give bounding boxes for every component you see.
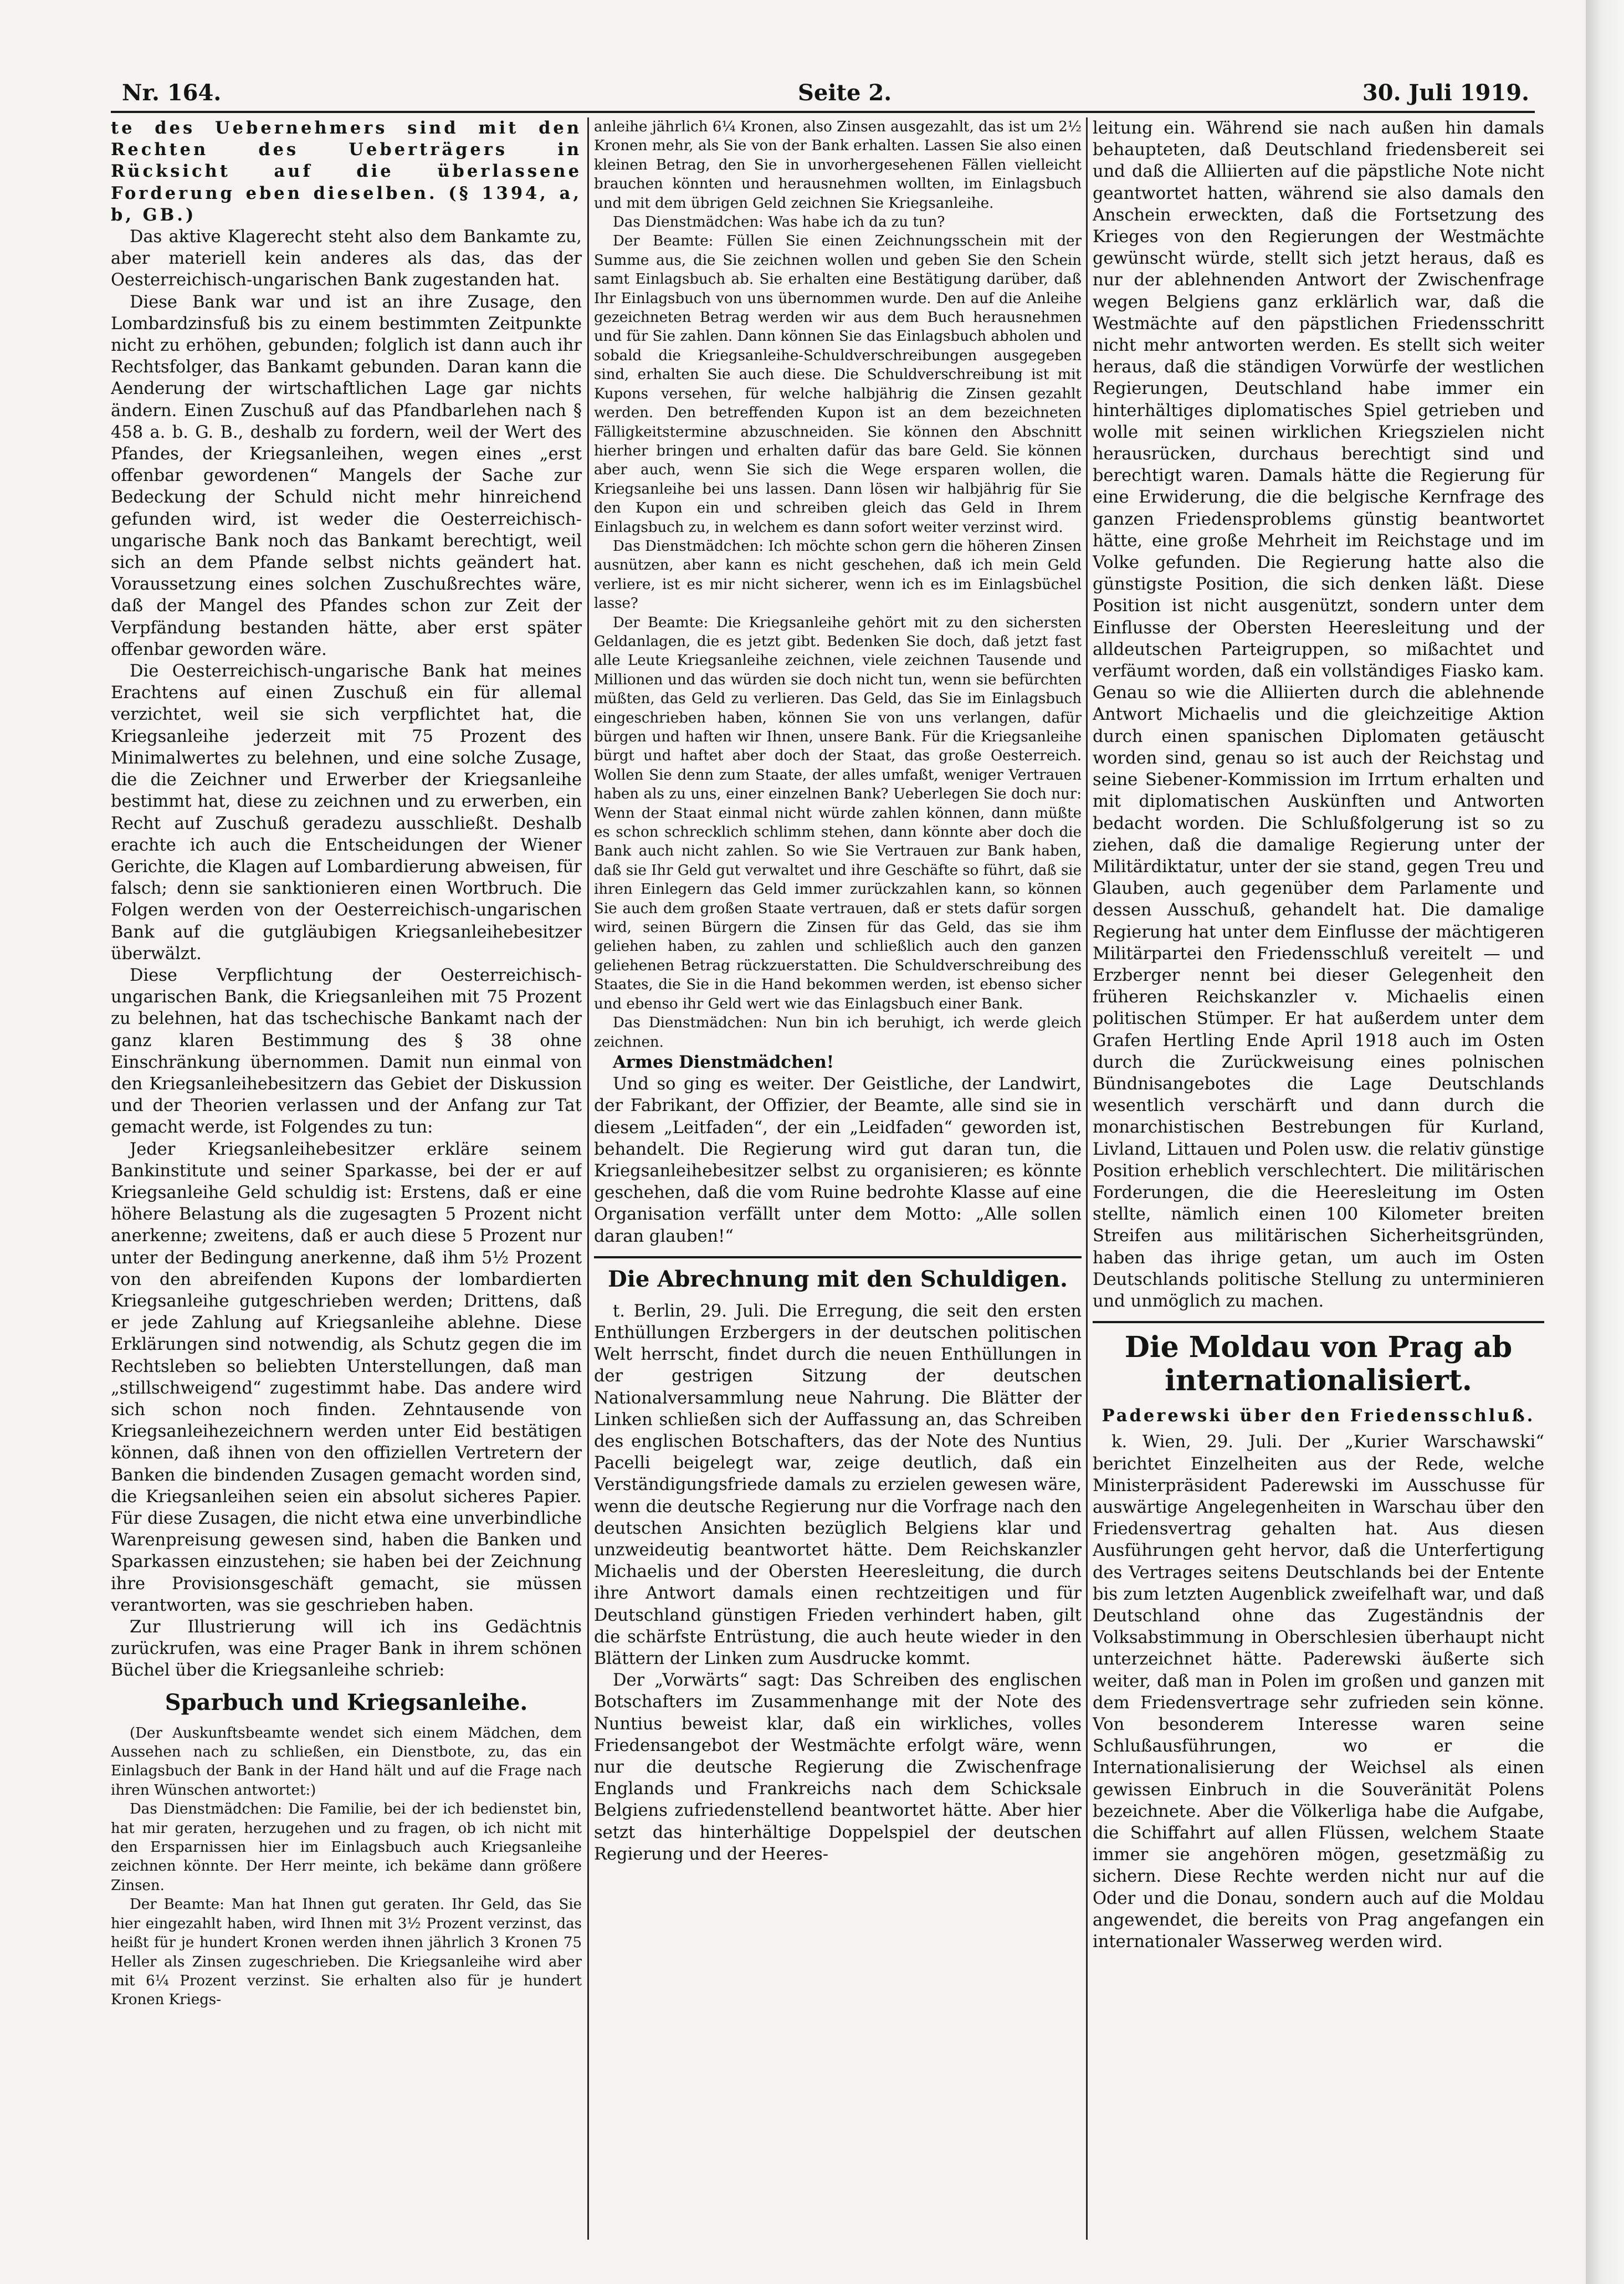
paragraph: (Der Auskunftsbeamte wendet sich einem Mädchen, dem Aussehen nach zu schließen, ein Dienstbote, zu, das ein Einlagsbuch der Bank in der Hand hält und auf die Frage nach ihren Wünschen antwortet:)	[111, 1724, 582, 1799]
column-1	[111, 117, 582, 2240]
paragraph: k. Wien, 29. Juli. Der „Kurier Warschawski“ berichtet Einzelheiten aus der Rede, welche Ministerpräsident Paderewski im Ausschusse für auswärtige Angelegenheiten in Warschau über den Friedensvertrag gehalten hat. Aus diesen Ausführungen geht hervor, daß die Unterfertigung des Vertrages seitens Deutschlands bei der Entente bis zum letzten Augenblick zweifelhaft war, und daß Deutschland ohne das Zugeständnis der Volksabstimmung in Oberschlesien überhaupt nicht unterzeichnet hätte. Paderewski äußerte sich weiter, daß man in Polen im großen und ganzen mit dem Friedensvertrage sehr zufrieden sein könne. Von besonderem Interesse waren seine Schlußausführungen, wo er die Internationalisierung der Weichsel als einen gewissen Einbruch in die Souveränität Polens bezeichnete. Aber die Völkerliga habe die Aufgabe, die Schiffahrt auf allen Flüssen, welchem Staate immer sie angehören mögen, gesetzmäßig zu sichern. Diese Rechte werden nicht nur auf die Oder und die Donau, sondern auch auf die Moldau angewendet, die bereits von Prag angefangen ein internationaler Wasserweg werden wird.	[1093, 1432, 1544, 1952]
article-subheading: Paderewski über den Friedensschluß.	[1102, 1406, 1535, 1426]
paragraph: t. Berlin, 29. Juli. Die Erregung, die seit den ersten Enthüllungen Erzbergers in der deutschen politischen Welt herrscht, findet durch die neuen Enthüllungen in der gestrigen Sitzung der deutschen Nationalversammlung neue Nahrung. Die Blätter der Linken schließen sich der Auffassung an, das Schreiben des englischen Botschafters, das der Note des Nuntius Pacelli beigelegt war, zeige deutlich, daß ein Verständigungsfriede damals zu erzielen gewesen wäre, wenn die deutsche Regierung nur die Vorfrage nach den deutschen Ansichten bezüglich Belgiens klar und unzweideutig beantwortet hätte. Dem Reichskanzler Michaelis und der Obersten Heeresleitung, die durch ihre Antwort damals einen rechtzeitigen und für Deutschland günstigen Frieden verhindert haben, gilt die schärfste Entrüstung, die auch heute wieder in den Blättern der Linken zum Ausdrucke kommt.	[594, 1301, 1082, 1668]
paragraph: Zur Illustrierung will ich ins Gedächtnis zurückrufen, was eine Prager Bank in ihrem schönen Büchel über die Kriegsanleihe schrieb:	[111, 1617, 582, 1681]
paragraph: Diese Verpflichtung der Oesterreichisch-ungarischen Bank, die Kriegsanleihen mit 75 Prozent zu belehnen, hat das tschechische Bankamt nach der ganz klaren Bestimmung des § 38 ohne Einschränkung übernommen. Damit nun einmal von den Kriegsanleihebesitzern das Gebiet der Diskussion und der Theorien verlassen und der Anfang zur Tat gemacht werde, ist Folgendes zu tun:	[111, 965, 582, 1138]
column-3	[1093, 117, 1544, 2240]
paragraph: te des Uebernehmers sind mit den Rechten des Ueberträgers in Rücksicht auf die überlassene Forderung eben dieselben. (§ 1394, a, b, GB.)	[111, 118, 582, 225]
paragraph: Der „Vorwärts“ sagt: Das Schreiben des englischen Botschafters im Zusammenhange mit der Note des Nuntius beweist klar, daß ein wirkliches, volles Friedensangebot der Westmächte erfolgt wäre, wenn nur die deutsche Regierung die Zwischenfrage Englands und Frankreichs nach dem Schicksale Belgiens zufriedenstellend beantwortet hätte. Aber hier setzt das hinterhältige Doppelspiel der deutschen Regierung und der Heeres-	[594, 1671, 1082, 1864]
paragraph: Der Beamte: Die Kriegsanleihe gehört mit zu den sichersten Geldanlagen, die es jetzt gibt. Bedenken Sie doch, daß jetzt fast alle Leute Kriegsanleihe zeichnen, viele zeichnen Tausende und Millionen und das würden sie doch nicht tun, wenn sie befürchten müßten, das Geld zu verlieren. Das Geld, das Sie im Einlagsbuch eingeschrieben haben, können Sie von uns verlangen, dafür bürgen und haften wir Ihnen, unsere Bank. Für die Kriegsanleihe bürgt und haftet aber doch der Staat, das große Oesterreich. Wollen Sie denn zum Staate, der alles umfaßt, weniger Vertrauen haben als zu uns, einer einzelnen Bank? Ueberlegen Sie doch nur: Wenn der Staat einmal nicht würde zahlen können, dann müßte es schon schrecklich schlimm stehen, dann könnte aber doch die Bank auch nicht zahlen. So wie Sie Vertrauen zur Bank haben, daß sie Ihr Geld gut verwaltet und ihre Geschäfte so führt, daß sie ihren Einlegern das Geld immer zurückzahlen kann, so können Sie auch dem großen Staate vertrauen, daß er stets dafür sorgen wird, seinen Bürgern die Zinsen für das Geld, das sie ihm geliehen haben, zu zahlen und schließlich auch den ganzen geliehenen Betrag rückzuerstatten. Die Schuldverschreibung des Staates, die Sie in die Hand bekommen werden, ist ebenso sicher und ebenso ihr Geld wert wie das Einlagsbuch einer Bank.	[594, 614, 1082, 1012]
paragraph: Das Dienstmädchen: Was habe ich da zu tun?	[613, 214, 945, 231]
paragraph: Das Dienstmädchen: Nun bin ich beruhigt, ich werde gleich zeichnen.	[594, 1015, 1082, 1051]
paragraph: leitung ein. Während sie nach außen hin damals behaupteten, daß Deutschland friedensbereit sei und daß die Alliierten auf die päpstliche Note nicht geantwortet hatten, während sie also damals den Anschein erweckten, daß die Fortsetzung des Krieges von den Regierungen der Westmächte gewünscht würde, stellt sich jetzt heraus, daß es nur der ablehnenden Antwort der Zwischenfrage wegen Belgiens ganz erklärlich war, daß die Westmächte auf den päpstlichen Friedensschritt nicht mehr antworten werden. Es stellt sich weiter heraus, daß die ständigen Vorwürfe der westlichen Regierungen, Deutschland habe immer ein hinterhältiges diplomatisches Spiel getrieben und wolle mit seinen wirklichen Kriegszielen nicht herausrücken, durchaus berechtigt sind und berechtigt waren. Damals hätte die Regierung für eine Erwiderung, die die belgische Kernfrage des ganzen Friedensproblems günstig beantwortet hätte, eine große Mehrheit im Reichstage und im Volke gefunden. Die Regierung hatte also die günstigste Position, die sich denken läßt. Diese Position ist nicht ausgenützt, sondern unter dem Einflusse der Obersten Heeresleitung und der alldeutschen Parteigruppen, so mißachtet und verfäumt worden, daß ein vollständiges Fiasko kam. Genau so wie die Alliierten durch die ablehnende Antwort Michaelis und die gleichzeitige Aktion durch einen spanischen Diplomaten getäuscht worden sind, genau so ist auch der Reichstag und seine Siebener-Kommission im Irrtum erhalten und mit diplomatischen Auskünften und Antworten bedacht worden. Die Schlußfolgerung ist so zu ziehen, daß die damalige Regierung unter der Militärdiktatur, unter der sie stand, gegen Treu und Glauben, auch gegenüber dem Parlamente und dessen Ausschuß, gehandelt hat. Die damalige Regierung hat unter dem Einflusse der mächtigeren Militärpartei den Friedensschluß vereitelt — und Erzberger nennt bei dieser Gelegenheit den früheren Reichskanzler v. Michaelis einen politischen Stümper. Er hat außerdem unter dem Grafen Hertling Ende April 1918 auch im Osten durch die Zurückweisung eines polnischen Bündnisangebotes die Lage Deutschlands wesentlich verschärft und dann durch die monarchistischen Bestrebungen für Kurland, Livland, Littauen und Polen usw. die relativ günstige Position erheblich verschlechtert. Die militärischen Forderungen, die die Heeresleitung im Osten stellte, nämlich einen 100 Kilometer breiten Streifen aus militärischen Sicherheitsgründen, haben das ihrige getan, um auch im Osten Deutschlands politische Stellung zu unterminieren und unmöglich zu machen.	[1093, 119, 1544, 1311]
section-divider	[1093, 1321, 1544, 1323]
paragraph: Und so ging es weiter. Der Geistliche, der Landwirt, der Fabrikant, der Offizier, der Beamte, alle sind sie in diesem „Leitfaden“, der ein „Leidfaden“ geworden ist, behandelt. Die Regierung wird gut daran tun, die Kriegsanleihebesitzer selbst zu organisieren; es könnte geschehen, daß die vom Ruine bedrohte Klasse auf eine Organisation verfällt unter dem Motto: „Alle sollen daran glauben!“	[594, 1074, 1082, 1246]
section-heading: Sparbuch und Kriegsanleihe.	[165, 1689, 528, 1715]
scan-edge	[1586, 0, 1624, 2284]
paragraph: Die Oesterreichisch-ungarische Bank hat meines Erachtens auf einen Zuschuß ein für allemal verzichtet, weil sie sich verpflichtet hat, die Kriegsanleihe jederzeit mit 75 Prozent des Minimalwertes zu belehnen, und eine solche Zusage, die die Zeichner und Erwerber der Kriegsanleihe bestimmt hat, diese zu zeichnen und zu erwerben, ein Recht auf Zuschuß geradezu ausschließt. Deshalb erachte ich auch die Entscheidungen der Wiener Gerichte, die Klagen auf Lombardierung abweisen, für falsch; denn sie sanktionieren einen Wortbruch. Die Folgen werden von der Oesterreichisch-ungarischen Bank auf die gutgläubigen Kriegsanleihebesitzer überwälzt.	[111, 662, 582, 964]
paragraph: anleihe jährlich 6¼ Kronen, also Zinsen ausgezahlt, das ist um 2½ Kronen mehr, als Sie von der Bank erhalten. Lassen Sie also einen kleinen Betrag, den Sie in unvorhergesehenen Fällen vielleicht brauchen könnten und herausnehmen wollten, im Einlagsbuch und mit dem übrigen Geld zeichnen Sie Kriegsanleihe.	[594, 119, 1082, 212]
paragraph: Der Beamte: Man hat Ihnen gut geraten. Ihr Geld, das Sie hier eingezahlt haben, wird Ihnen mit 3½ Prozent verzinst, das heißt für je hundert Kronen werden ihnen jährlich 3 Kronen 75 Heller als Zinsen zugeschrieben. Die Kriegsanleihe wird aber mit 6¼ Prozent verzinst. Sie erhalten also für je hundert Kronen Kriegs-	[111, 1896, 582, 2009]
paragraph: Jeder Kriegsanleihebesitzer erkläre seinem Bankinstitute und seiner Sparkasse, bei der er auf Kriegsanleihe Geld schuldig ist: Erstens, daß er eine höhere Belastung als die zugesagten 5 Prozent nicht anerkenne; zweitens, daß er auch diese 5 Prozent nur unter der Bedingung anerkenne, daß ihm 5½ Prozent von den abreifenden Kupons der lombardierten Kriegsanleihe gutgeschrieben werden; Drittens, daß er jede Zahlung auf Kriegsanleihe ablehne. Diese Erklärungen sind notwendig, als Schutz gegen die im Rechtsleben so beliebten Unterstellungen, daß man „stillschweigend“ zugestimmt habe. Das andere wird sich schon noch finden. Zehntausende von Kriegsanleihezeichnern werden unter Eid bestätigen können, daß ihnen von den offiziellen Vertretern der Banken die bindenden Zusagen gemacht worden sind, die Kriegsanleihen seien ein absolut sicheres Papier. Für diese Zusagen, die nicht etwa eine unverbindliche Warenpreisung gewesen sind, haben die Banken und Sparkassen einzustehen; sie haben bei der Zeichnung ihre Provisionsgeschäft gemacht, sie müssen verantworten, was sie geschrieben haben.	[111, 1139, 582, 1615]
column-rule-2	[1086, 117, 1088, 2240]
paragraph: Diese Bank war und ist an ihre Zusage, den Lombardzinsfuß bis zu einem bestimmten Zeitpunkte nicht zu erhöhen, gebunden; folglich ist dann auch ihr Rechtsfolger, das Bankamt gebunden. Daran kann die Aenderung der wirtschaftlichen Lage gar nichts ändern. Einen Zuschuß auf das Pfandbarlehen nach § 458 a. b. G. B., deshalb zu fordern, weil der Wert des Pfandes, der Kriegsanleihen, wegen eines „erst offenbar gewordenen“ Mangels der Sache zur Bedeckung der Schuld nicht mehr hinreichend gefunden wird, ist weder die Oesterreichisch-ungarische Bank noch das Bankamt berechtigt, weil sich an dem Pfande selbst nichts geändert hat. Voraussetzung eines solchen Zuschußrechtes wäre, daß der Mangel des Pfandes schon zur Zeit der Verpfändung bestanden hätte, aber erst später offenbar geworden wäre.	[111, 292, 582, 659]
article-heading: Die Abrechnung mit den Schuldigen.	[608, 1266, 1068, 1292]
section-divider	[594, 1256, 1082, 1258]
page-number: Seite 2.	[798, 80, 892, 106]
paragraph: Armes Dienstmädchen!	[613, 1052, 834, 1072]
page-header	[111, 72, 1535, 113]
issue-number: Nr. 164.	[122, 80, 222, 106]
column-2	[594, 117, 1082, 2240]
paragraph: Der Beamte: Füllen Sie einen Zeichnungsschein mit der Summe aus, die Sie zeichnen wollen und geben Sie den Schein samt Einlagsbuch ab. Sie erhalten eine Bestätigung darüber, daß Ihr Einlagsbuch von uns übernommen wurde. Den auf die Anleihe gezeichneten Betrag werden wir aus dem Buch herausnehmen und für Sie zahlen. Dann können Sie das Einlagsbuch abholen und sobald die Kriegsanleihe-Schuldverschreibungen ausgegeben sind, erhalten Sie auch diese. Die Schuldverschreibung ist mit Kupons versehen, für welche halbjährig die Zinsen gezahlt werden. Den betreffenden Kupon ist an dem bezeichneten Fälligkeitstermine abzuschneiden. Sie können den Abschnitt hierher bringen und erhalten dafür das bare Geld. Sie können aber auch, wenn Sie sich die Wege ersparen wollen, die Kriegsanleihe bei uns lassen. Dann lösen wir halbjährig für Sie den Kupon ein und schreiben gleich das Geld in Ihrem Einlagsbuch zu, in welchem es dann sofort weiter verzinst wird.	[594, 233, 1082, 536]
article-heading: Die Moldau von Prag ab internationalisiert.	[1124, 1330, 1513, 1398]
paragraph: Das aktive Klagerecht steht also dem Bankamte zu, aber materiell kein anderes als das, das der Oesterreichisch-ungarischen Bank zugestanden hat.	[111, 227, 582, 290]
paragraph: Das Dienstmädchen: Ich möchte schon gern die höheren Zinsen ausnützen, aber kann es nicht geschehen, daß ich mein Geld verliere, ist es mir nicht sicherer, wenn ich es im Einlagsbüchel lasse?	[594, 537, 1082, 612]
paragraph: Das Dienstmädchen: Die Familie, bei der ich bedienstet bin, hat mir geraten, herzugehen und zu fragen, ob ich nicht mit den Ersparnissen hier im Einlagsbuch auch Kriegsanleihe zeichnen könnte. Der Herr meinte, ich bekäme dann größere Zinsen.	[111, 1801, 582, 1894]
column-rule-1	[587, 117, 589, 2240]
issue-date: 30. Juli 1919.	[1362, 80, 1529, 106]
